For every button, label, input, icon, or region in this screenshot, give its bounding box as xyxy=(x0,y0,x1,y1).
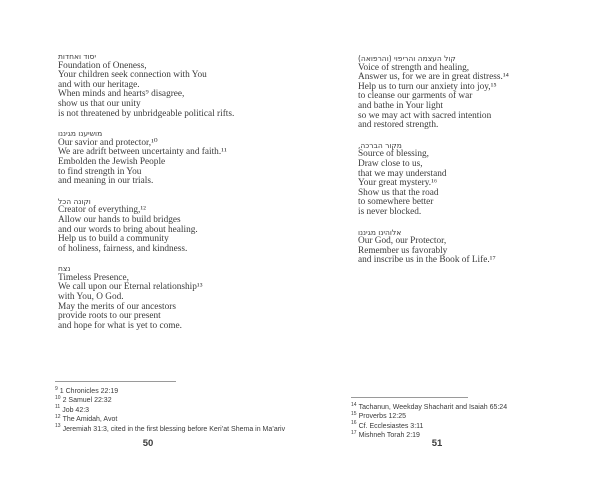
right-footnote-block xyxy=(351,397,581,441)
footnote xyxy=(55,387,295,396)
footnote-divider xyxy=(351,397,468,398)
verse-line: Remember us favorably xyxy=(358,245,448,256)
stanza xyxy=(358,228,593,266)
footnote-text: 2 Samuel 22:32 xyxy=(62,397,112,405)
verse-line: so we may act with sacred intention xyxy=(358,110,492,121)
footnote-text: Job 42:3 xyxy=(62,406,90,414)
footnote-text: 1 Chronicles 22:19 xyxy=(59,388,119,395)
footnote-text: Tachanun, Weekday Shacharit and Isaiah 65:24 xyxy=(358,404,508,411)
footnote-marker: 16 xyxy=(351,420,357,427)
verse-line: Help us to build a community xyxy=(58,234,169,245)
footnote-marker: 9 xyxy=(55,385,58,392)
footnote xyxy=(55,406,295,415)
verse-line: May the merits of our ancestors xyxy=(58,301,176,312)
footnote xyxy=(55,396,295,405)
verse-line: show us that our unity xyxy=(58,98,141,109)
verse-line: and meaning in our trials. xyxy=(58,176,154,187)
hebrew-heading: אלוהינו מגיננו xyxy=(358,227,402,237)
stanza xyxy=(358,54,593,131)
verse-line: Embolden the Jewish People xyxy=(58,156,166,167)
verse-line: that we may understand xyxy=(358,168,447,179)
verse-line: and hope for what is yet to come. xyxy=(58,320,182,331)
footnote-text: The Amidah, Avot xyxy=(62,416,118,424)
verse-line: to cleanse our garments of war xyxy=(358,91,473,102)
verse-line: and bathe in Your light xyxy=(358,100,443,111)
footnote-text: Mishneh Torah 2:19 xyxy=(358,432,420,440)
stanza xyxy=(58,129,313,187)
verse-line: of holiness, fairness, and kindness. xyxy=(58,243,188,254)
verse-line: and with our heritage. xyxy=(58,79,140,90)
footnote-text: Jeremiah 31:3, cited in the first blessing before Keri’at Shema in Ma’ariv xyxy=(62,425,286,433)
right-page-text-column xyxy=(358,54,593,276)
verse-line: provide roots to our present xyxy=(58,311,161,322)
footnote-divider xyxy=(55,381,176,382)
verse-line: Help us to turn our anxiety into joy,¹⁵ xyxy=(358,81,497,92)
hebrew-heading: יסוד ואחדות xyxy=(58,52,97,61)
footnote-marker: 11 xyxy=(55,404,61,411)
verse-line: to find strength in You xyxy=(58,166,142,177)
footnote-marker: 13 xyxy=(55,423,61,430)
verse-line: Creator of everything,¹² xyxy=(58,205,146,216)
stanza xyxy=(58,264,313,331)
verse-line: Answer us, for we are in great distress.¹⁴ xyxy=(358,72,509,83)
footnote-marker: 12 xyxy=(55,413,61,420)
verse-line: Draw close to us, xyxy=(358,158,423,169)
footnote-marker: 10 xyxy=(55,395,61,402)
verse-line: Foundation of Oneness, xyxy=(58,60,147,71)
page-number-left: 50 xyxy=(142,438,154,449)
verse-line: Our savior and protector,¹⁰ xyxy=(58,137,158,148)
verse-line: to somewhere better xyxy=(358,197,434,208)
left-footnote-block xyxy=(55,381,295,434)
page-number-right: 51 xyxy=(431,438,443,449)
verse-line: and our words to bring about healing. xyxy=(58,224,198,235)
footnote-text: Cf. Ecclesiastes 3:11 xyxy=(358,422,424,430)
stanza xyxy=(358,141,593,218)
footnote xyxy=(351,412,581,421)
hebrew-heading: וקונה הכל xyxy=(58,196,91,206)
verse-line: Allow our hands to build bridges xyxy=(58,214,181,225)
footnote xyxy=(351,422,581,431)
footnote xyxy=(55,415,295,424)
left-page-text-column xyxy=(58,52,313,341)
verse-line: We call upon our Eternal relationship¹³ xyxy=(58,282,203,293)
footnote-marker: 17 xyxy=(351,429,357,436)
verse-line: Show us that the road xyxy=(358,187,439,198)
verse-line: Your children seek connection with You xyxy=(58,70,207,81)
verse-line: Source of blessing, xyxy=(358,149,430,160)
verse-line: and restored strength. xyxy=(358,120,439,131)
verse-line: When minds and hearts⁹ disagree, xyxy=(58,89,185,100)
hebrew-heading: מושיענו מגיננו xyxy=(58,129,103,139)
verse-line: Timeless Presence, xyxy=(58,272,129,283)
verse-line: Your great mystery.¹⁶ xyxy=(358,178,438,189)
footnote xyxy=(55,425,295,434)
verse-line: is never blocked. xyxy=(358,206,422,217)
verse-line: Our God, our Protector, xyxy=(358,236,447,247)
footnote-marker: 15 xyxy=(351,411,357,418)
verse-line: We are adrift between uncertainty and faith.¹¹ xyxy=(58,147,227,158)
stanza xyxy=(58,197,313,255)
verse-line: with You, O God. xyxy=(58,292,124,303)
verse-line: and inscribe us in the Book of Life.¹⁷ xyxy=(358,255,496,266)
footnote xyxy=(351,403,581,412)
verse-line: is not threatened by unbridgeable political rifts. xyxy=(58,108,235,119)
hebrew-heading: נצח xyxy=(58,264,71,274)
footnote-marker: 14 xyxy=(351,401,357,408)
footnote-text: Proverbs 12:25 xyxy=(358,413,407,421)
hebrew-heading: קול העצמה והריפוי (והרפואה) xyxy=(358,54,456,63)
verse-line: Voice of strength and healing, xyxy=(358,62,470,73)
stanza xyxy=(58,52,313,119)
hebrew-heading: מקור הברכה, xyxy=(358,140,402,150)
